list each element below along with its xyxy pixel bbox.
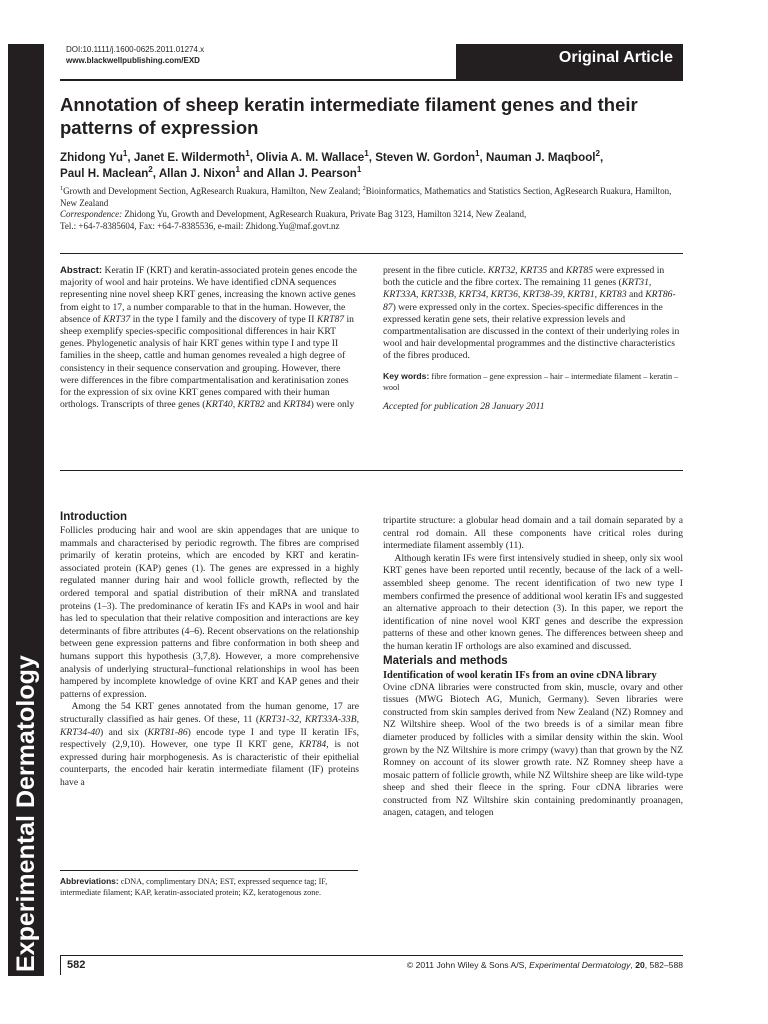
- body-column-right: [383, 515, 683, 820]
- correspondence: Correspondence: Zhidong Yu, Growth and Development, AgResearch Ruakura, Private Bag 3123, Hamilton 3214, New Zealand,: [60, 209, 527, 219]
- author[interactable]: Zhidong Yu: [60, 151, 123, 164]
- paragraph: Ovine cDNA libraries were constructed from skin, muscle, ovary and other tissues (MWG Biotech AG, Munich, Germany). Seven libraries were constructed from skin samples derived from New Zealand (NZ) Romney and NZ Wiltshire sheep. Wool of the two breeds is of a similar mean fibre diameter produced by follicles with a similar density within the skin. Wool grown by the NZ Wiltshire is more crimpy (wavy) than that grown by the NZ Romney on account of its slower growth rate. NZ Romney sheep have a mosaic pattern of follicle growth, while NZ Wiltshire sheep are like wild-type sheep and shed their fleece in the spring. Four cDNA libraries were constructed from NZ Wiltshire skin containing predominantly proanagen, anagen, catagen, and telogen: [383, 681, 683, 819]
- abstract-column-right: [383, 265, 683, 413]
- author-list: [60, 150, 690, 182]
- abstract-bottom-rule: [60, 470, 683, 471]
- author[interactable]: Olivia A. M. Wallace: [256, 151, 365, 164]
- affiliations: [60, 186, 690, 232]
- section-heading-introduction: Introduction: [60, 511, 128, 523]
- copyright-line: © 2011 John Wiley & Sons A/S, Experimental Dermatology, 20, 582–588: [406, 960, 683, 970]
- abstract-label: Abstract:: [60, 265, 103, 276]
- author[interactable]: Allan J. Nixon: [158, 167, 236, 180]
- paragraph: Among the 54 KRT genes annotated from the human genome, 17 are structurally classified as hair genes. Of these, 11 (KRT31-32, KRT33A-33B, KRT34-40) and six (KRT81-86) encode type I and type II keratin IFs, respectively (2,9,10). However, one type II KRT gene, KRT84, is not expressed during hair morphogenesis. As is characteristic of their epithelial counterparts, the encoded hair keratin intermediate filament (IF) proteins have a: [60, 701, 359, 788]
- abstract-text-continued: present in the fibre cuticle. KRT32, KRT35 and KRT85 were expressed in both the cuticle and the fibre cortex. The remaining 11 genes (KRT31, KRT33A, KRT33B, KRT34, KRT36, KRT38-39, KRT81, KRT83 and KRT86-87) were expressed only in the cortex. Species-specific differences in the expressed keratin gene sets, their relative expression levels and compartmentalisation are discussed in the context of their underlying roles in wool and hair developmental programmes and the distinctive characteristics of the fibres produced.: [383, 265, 680, 362]
- author-line-1: Zhidong Yu$^1$, Janet E. Wildermoth$^1$, Olivia A. M. Wallace$^1$, Steven W. Gordon$^1$, Nauman J. Maqbool$^2$,: [60, 149, 604, 164]
- author[interactable]: Nauman J. Maqbool: [486, 151, 596, 164]
- abstract-top-rule: [60, 253, 683, 254]
- subsection-heading: Identification of wool keratin IFs from an ovine cDNA library: [383, 669, 657, 681]
- affiliation-lines: $^1$Growth and Development Section, AgResearch Ruakura, Hamilton, New Zealand; $^2$Bioinformatics, Mathematics and Statistics Section, AgResearch Ruakura, Hamilton, New Zealand: [60, 185, 672, 208]
- article-title: Annotation of sheep keratin intermediate filament genes and their patterns of expression: [60, 94, 638, 138]
- author[interactable]: Steven W. Gordon: [375, 151, 476, 164]
- author[interactable]: Allan J. Pearson: [266, 167, 357, 180]
- keywords-label: Key words:: [383, 370, 430, 381]
- journal-url[interactable]: www.blackwellpublishing.com/EXD: [66, 56, 200, 65]
- accepted-date: Accepted for publication 28 January 2011: [383, 400, 545, 412]
- article-type-banner: Original Article: [456, 44, 683, 79]
- footnote-rule: [60, 870, 358, 871]
- body-column-left: [60, 510, 359, 789]
- author[interactable]: Paul H. Maclean: [60, 167, 149, 180]
- author[interactable]: Janet E. Wildermoth: [133, 151, 246, 164]
- journal-sidebar: [8, 44, 44, 976]
- paragraph: Although keratin IFs were first intensively studied in sheep, only six wool KRT genes have been reported until recently, because of the lack of a well-assembled sheep genome. The recent identification of two new type I members confirmed the presence of additional wool keratin IFs and suggested an alternative approach to their detection (3). In this paper, we report the identification of nine novel wool KRT genes and describe the expression patterns of these and other known genes. The differences between sheep and the human keratin IF orthologs are also examined and discussed.: [383, 552, 683, 652]
- doi-block: [66, 44, 204, 66]
- abbreviations-label: Abbreviations:: [60, 876, 119, 886]
- contact-info: Tel.: +64-7-8385604, Fax: +64-7-8385536, e-mail: Zhidong.Yu@maf.govt.nz: [60, 220, 340, 231]
- abstract-column-left: [60, 265, 358, 411]
- doi[interactable]: DOI:10.1111/j.1600-0625.2011.01274.x: [66, 45, 205, 54]
- paragraph: tripartite structure: a globular head domain and a tail domain separated by a central rod domain. All these components have critical roles during intermediate filament assembly (11).: [383, 515, 683, 552]
- page-number: 582: [60, 955, 92, 975]
- paragraph: Follicles producing hair and wool are skin appendages that are unique to mammals and characterised by periodic regrowth. The fibres are comprised primarily of keratin proteins, which are encoded by KRT and keratin-associated protein (KAP) genes (1). The genes are expressed in a highly regulated manner during hair and wool follicle growth, reflected by the ordered temporal and spatial distribution of their mRNA and translated proteins (1–3). The predominance of keratin IFs and KAPs in wool and hair has led to speculation that their relative composition and interactions are key determinants of fibre attributes (4–6). Recent observations on the relationship between gene expression patterns and fibre conformation in both sheep and humans support this hypothesis (3,7,8). However, a more comprehensive analysis of underlying structural–functional relationships in wool has been hampered by incomplete knowledge of ovine KRT and KAP genes and their patterns of expression.: [60, 525, 359, 700]
- abstract-text: Abstract: Keratin IF (KRT) and keratin-associated protein genes encode the majority of wool and hair proteins. We have identified cDNA sequences representing nine novel sheep KRT genes, increasing the known active genes from eight to 17, a number comparable to that in the human. However, the absence of KRT37 in the type I family and the discovery of type II KRT87 in sheep exemplify species-specific compositional differences in hair KRT genes. Phylogenetic analysis of hair KRT genes within type I and type II families in the sheep, cattle and human genomes revealed a high degree of consistency in their sequence conservation and grouping. However, there were differences in the fibre compartmentalisation and keratinisation zones for the expression of six ovine KRT genes compared with their human orthologs. Transcripts of three genes (KRT40, KRT82 and KRT84) were only: [60, 265, 358, 411]
- journal-name-vertical: Experimental Dermatology: [12, 655, 40, 972]
- section-heading-methods: Materials and methods: [383, 654, 508, 667]
- author-line-2: Paul H. Maclean$^2$, Allan J. Nixon$^1$ and Allan J. Pearson$^1$: [60, 165, 362, 180]
- keywords: Key words: fibre formation – gene expression – hair – intermediate filament – keratin – wool: [383, 370, 679, 392]
- header-rule: [60, 79, 683, 81]
- abbreviations-footnote: Abbreviations: cDNA, complimentary DNA; EST, expressed sequence tag; IF, intermediate filament; KAP, keratin-associated protein; KZ, keratogenous zone.: [60, 876, 328, 897]
